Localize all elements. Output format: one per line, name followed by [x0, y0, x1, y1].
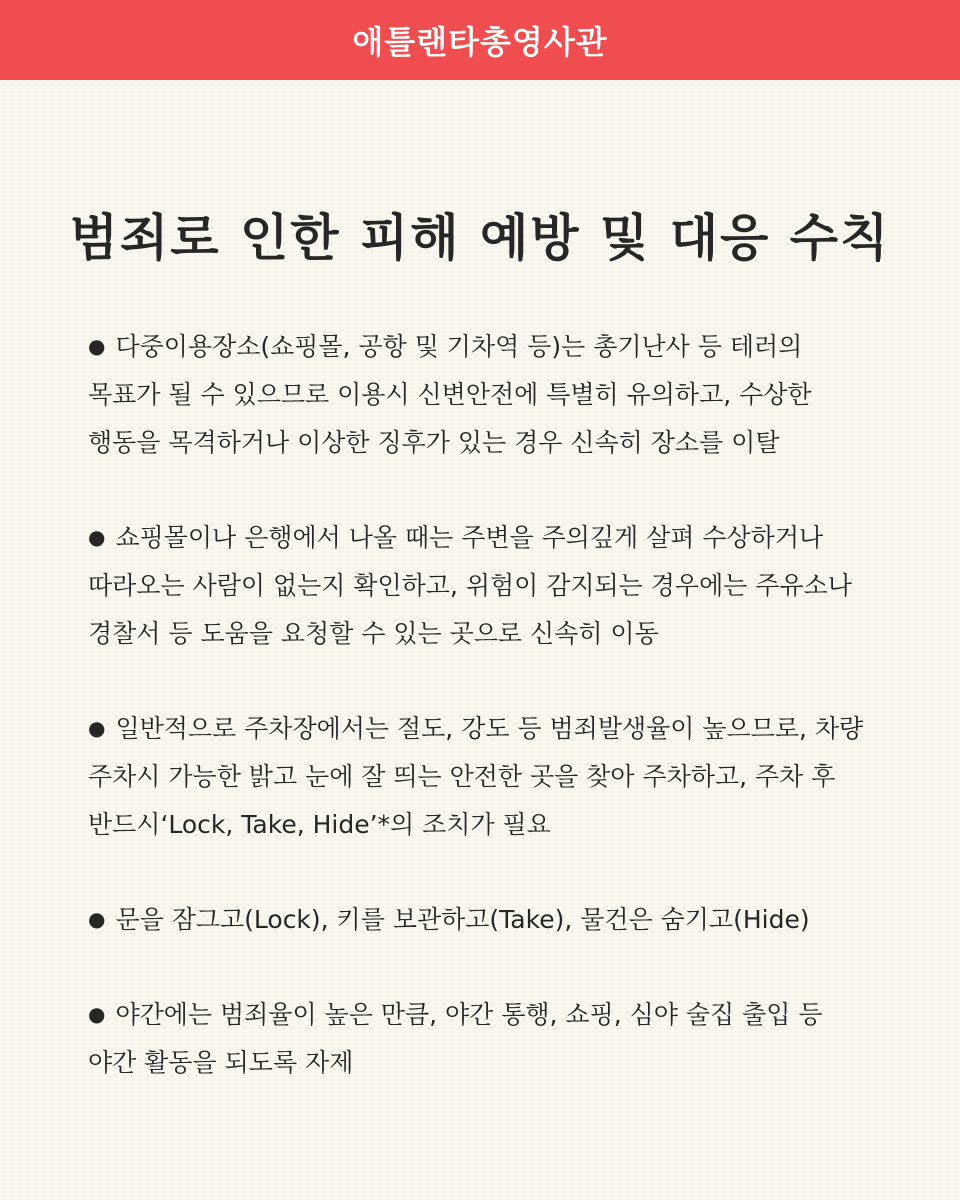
bullet-icon: ● — [88, 1002, 106, 1026]
bullet-icon: ● — [88, 907, 106, 931]
header-bar — [0, 0, 960, 80]
bullet-icon: ● — [88, 525, 106, 549]
bullet-icon: ● — [88, 716, 106, 740]
list-item — [88, 322, 878, 467]
list-item-text: 쇼핑몰이나 은행에서 나올 때는 주변을 주의깊게 살펴 수상하거나 따라오는 사람이 없는지 확인하고, 위험이 감지되는 경우에는 주유소나 경찰서 등 도움을 요청할 수 있는 곳으로 신속히 이동 — [88, 523, 852, 648]
list-item-text: 다중이용장소(쇼핑몰, 공항 및 기차역 등)는 총기난사 등 테러의 목표가 될 수 있으므로 이용시 신변안전에 특별히 유의하고, 수상한 행동을 목격하거나 이상한 징후가 있는 경우 신속히 장소를 이탈 — [88, 332, 812, 457]
list-item-text: 문을 잠그고(Lock), 키를 보관하고(Take), 물건은 숨기고(Hide) — [115, 905, 810, 934]
bullet-icon: ● — [88, 334, 106, 358]
list-item — [88, 513, 878, 658]
list-item-text: 야간에는 범죄율이 높은 만큼, 야간 통행, 쇼핑, 심야 술집 출입 등 야간 활동을 되도록 자제 — [88, 1000, 823, 1077]
list-item-text: 일반적으로 주차장에서는 절도, 강도 등 범죄발생율이 높으므로, 차량 주차시 가능한 밝고 눈에 잘 띄는 안전한 곳을 찾아 주차하고, 주차 후 반드시‘Lock, Take, Hide’*의 조치가 필요 — [88, 714, 864, 839]
list-item — [88, 895, 878, 944]
list-item — [88, 704, 878, 849]
page-title: 범죄로 인한 피해 예방 및 대응 수칙 — [69, 209, 891, 267]
guideline-list — [88, 322, 878, 1133]
header-title: 애틀랜타총영사관 — [352, 23, 608, 61]
list-item — [88, 990, 878, 1087]
